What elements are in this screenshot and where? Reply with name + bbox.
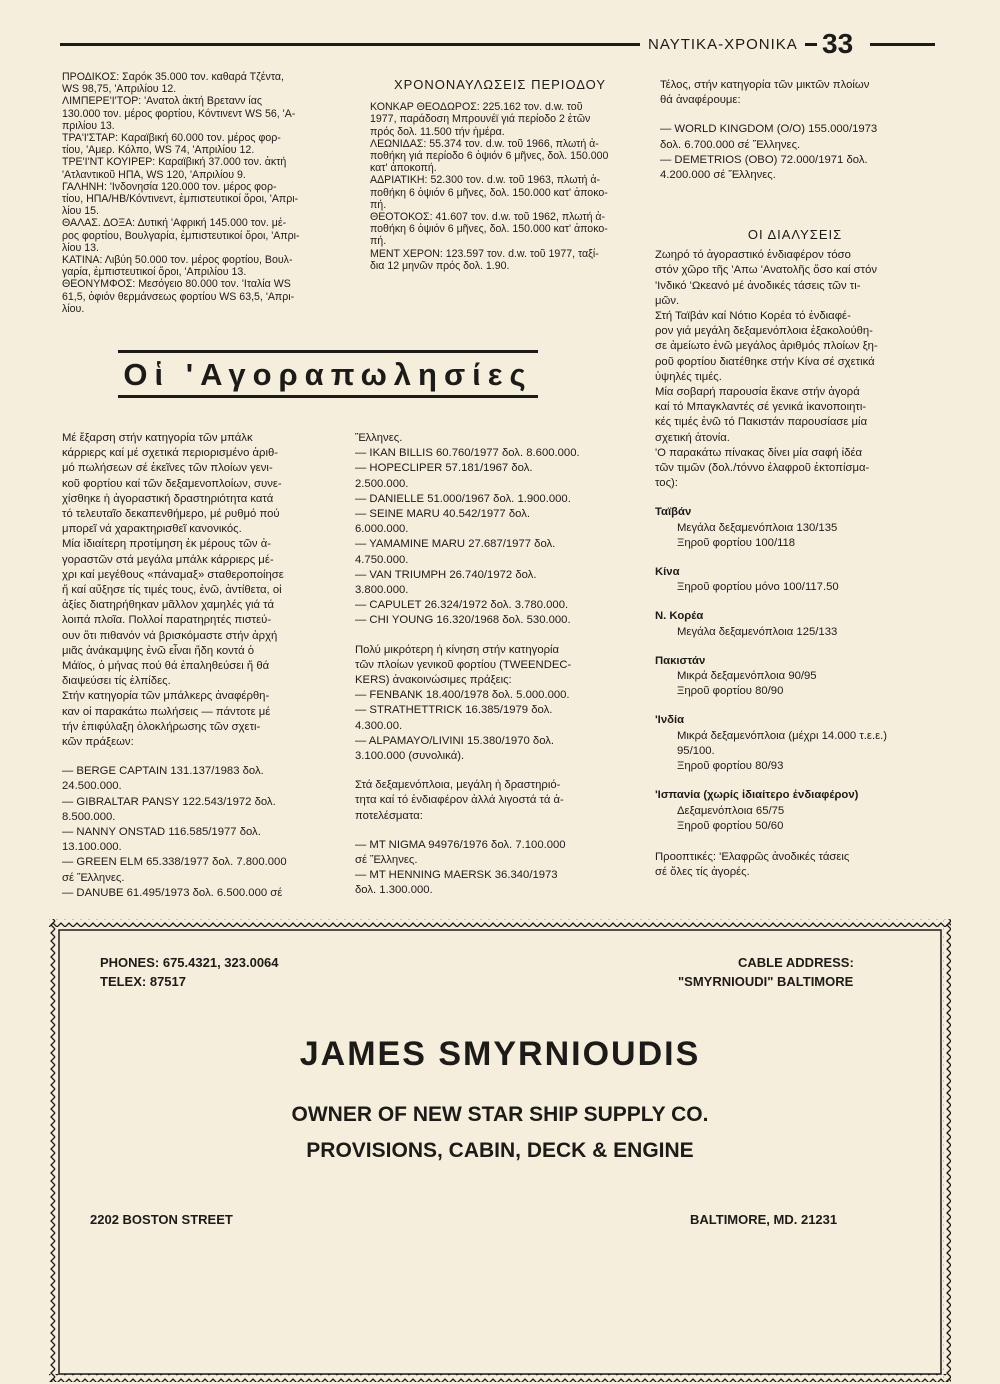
ad-company-name: JAMES SMYRNIOUDIS bbox=[299, 1035, 701, 1073]
text-line: ΚΑΤΙΝΑ: Λιβύη 50.000 τον. μέρος φορτίου, Βουλ- bbox=[62, 254, 293, 267]
text-line: λίου. bbox=[62, 302, 85, 315]
text-line: κατ' ἀποκοπή. bbox=[370, 162, 437, 175]
text-line: ουν ὅτι πιθανόν νά βρισκόμαστε στήν ἀρχή bbox=[62, 629, 278, 642]
text-line: 4.300.00. bbox=[355, 719, 403, 732]
price-region-name: Ταϊβάν bbox=[655, 506, 692, 519]
text-line: τῶν τιμῶν (δολ./τόννο ἐλαφροῦ ἐκτοπίσμα- bbox=[655, 462, 870, 475]
text-line: θά ἀναφέρουμε: bbox=[660, 94, 741, 107]
text-line: δια 12 μηνῶν πρός δολ. 1.90. bbox=[370, 259, 510, 272]
price-row: Μικρά δεξαμενόπλοια (μέχρι 14.000 τ.ε.ε.) bbox=[677, 729, 888, 742]
text-line: — DEMETRIOS (OBO) 72.000/1971 δολ. bbox=[660, 153, 868, 166]
price-region-name: Πακιστάν bbox=[655, 654, 706, 667]
text-line: τίου, 'Αμερ. Κόλπο, WS 74, 'Απριλίου 12. bbox=[62, 144, 255, 157]
text-line: Μάϊος, ὁ μήνας πού θά ἐπαληθεύσει ἤ θά bbox=[62, 660, 270, 673]
period-charters-heading: ΧΡΟΝΟΝΑΥΛΩΣΕΙΣ ΠΕΡΙΟΔΟΥ bbox=[393, 77, 607, 92]
sales-article-col2 bbox=[355, 431, 630, 899]
text-line bbox=[355, 764, 630, 778]
text-line: — DANIELLE 51.000/1967 δολ. 1.900.000. bbox=[355, 492, 571, 505]
price-row: Ξηροῦ φορτίου μόνο 100/117.50 bbox=[677, 581, 839, 594]
text-line: χρι καί μεγέθους «πάναμαξ» σταθεροποίησε bbox=[62, 568, 284, 581]
text-line: στόν χῶρο τῆς 'Απω 'Ανατολῆς ὅσο καί στόν bbox=[655, 264, 877, 277]
text-line: ποθήκη 6 ὀψιόν 6 μῆνες, δολ. 150.000 κατ' ἀποκο- bbox=[370, 223, 608, 236]
text-line: ποθήκη γιά περίοδο 6 ὀψιόν 6 μῆνες, δολ. 150.000 bbox=[370, 150, 609, 163]
text-line: — SEINE MARU 40.542/1977 δολ. bbox=[355, 508, 530, 521]
text-line: μό πωλήσεων σέ ἐκεῖνες τῶν πλοίων γενι- bbox=[62, 462, 273, 475]
text-line: 61,5, ὀφιόν θερμάνσεως φορτίου WS 63,5, 'Απρι- bbox=[62, 290, 295, 303]
text-line: πή. bbox=[370, 235, 387, 248]
period-charters-section bbox=[370, 79, 630, 272]
text-line: κές τιμές ἐνῶ τό Πακιστάν παρουσίασε μία bbox=[655, 416, 868, 429]
text-line: ρος φορτίου, Βουλγαρία, ἐμπιστευτικοί ὅροι, 'Απρι- bbox=[62, 229, 300, 242]
text-line: ΠΡΟΔΙΚΟΣ: Σαρόκ 35.000 τον. καθαρά Τζέντα, bbox=[62, 71, 284, 83]
ad-cable-address: "SMYRNIOUDI" BALTIMORE bbox=[678, 974, 854, 989]
text-line: KERS) ἀνακοινώσιμες πράξεις: bbox=[355, 674, 512, 687]
text-line: — VAN TRIUMPH 26.740/1972 δολ. bbox=[355, 568, 537, 581]
text-line: τος): bbox=[655, 477, 678, 490]
price-row: Ξηροῦ φορτίου 100/118 bbox=[677, 536, 796, 549]
text-line: 'Ινδικό 'Ωκεανό μέ ἀνοδικές τάσεις τῶν τι- bbox=[655, 279, 861, 292]
price-row: Μικρά δεξαμενόπλοια 90/95 bbox=[677, 670, 817, 683]
text-line: ΚΟΝΚΑΡ ΘΕΟΔΩΡΟΣ: 225.162 τον. d.w. τοῦ bbox=[370, 101, 583, 114]
text-line: 8.500.000. bbox=[62, 810, 116, 823]
price-region-name: 'Ινδία bbox=[655, 714, 685, 727]
text-line: ΛΙΜΠΕΡΕ'Ι'ΤΟΡ: 'Ανατολ ἀκτή Βρετανν ίας bbox=[62, 95, 262, 108]
price-region-name: 'Ισπανία (χωρίς ἰδιαίτερο ἐνδιαφέρον) bbox=[655, 789, 859, 802]
ad-telex: TELEX: 87517 bbox=[100, 974, 186, 989]
text-line: ΘΕΟΝΥΜΦΟΣ: Μεσόγειο 80.000 τον. 'Ιταλία WS bbox=[62, 278, 291, 291]
text-line: ΓΑΛΗΝΗ: 'Ινδονησία 120.000 τον. μέρος φορ- bbox=[62, 180, 277, 193]
ad-cable-label: CABLE ADDRESS: bbox=[738, 955, 854, 970]
text-line: 4.200.000 σέ Ἕλληνες. bbox=[660, 169, 776, 182]
text-line: ἤ καί αὔξησε τίς τιμές τους, ἐνῶ, ἀντίθετα, οἱ bbox=[62, 584, 282, 597]
text-line: ποτελέσματα: bbox=[355, 809, 423, 822]
text-line: γοραστῶν στά μεγάλα μπάλκ κάρριερς μέ- bbox=[62, 553, 274, 566]
text-line: ἀξίες διατηρήθηκαν μᾶλλον χαμηλές γιά τά bbox=[62, 599, 275, 612]
text-line: Στά δεξαμενόπλοια, μεγάλη ἡ δραστηριό- bbox=[355, 779, 561, 792]
price-row: Ξηροῦ φορτίου 50/60 bbox=[677, 819, 784, 832]
text-line: διαψεύσει τίς ἐλπίδες. bbox=[62, 675, 171, 688]
demolitions-intro bbox=[655, 248, 935, 491]
price-row: 95/100. bbox=[677, 744, 715, 757]
text-line: πή. bbox=[370, 198, 387, 211]
text-line: Μία σοβαρή παρουσία ἔκανε στήν ἀγορά bbox=[655, 386, 860, 399]
text-line: ποθήκη 6 ὀψιόν 6 μῆνες, δολ. 150.000 κατ' ἀποκο- bbox=[370, 186, 608, 199]
text-line: σέ Ἕλληνες. bbox=[355, 854, 418, 867]
text-line: λίου 13. bbox=[62, 241, 100, 254]
demolitions-section bbox=[655, 227, 935, 880]
text-line: Μία ἰδιαίτερη προτίμηση ἐκ μέρους τῶν ἀ- bbox=[62, 538, 271, 551]
ad-street-address: 2202 BOSTON STREET bbox=[90, 1212, 233, 1227]
text-line: — BERGE CAPTAIN 131.137/1983 δολ. bbox=[62, 765, 264, 778]
text-line: 6.000.000. bbox=[355, 523, 409, 536]
text-line: τίου, ΗΠΑ/ΗΒ/Κόντινεντ, ἐμπιστευτικοί ὅροι, 'Απρι- bbox=[62, 193, 299, 206]
text-line: 24.500.000. bbox=[62, 780, 122, 793]
text-line: 'Ατλαντικοῦ ΗΠΑ, WS 120, 'Απριλίου 9. bbox=[62, 168, 246, 181]
text-line: τῶν πλοίων γενικοῦ φορτίου (TWEENDEC- bbox=[355, 658, 572, 671]
text-line: — GIBRALTAR PANSY 122.543/1972 δολ. bbox=[62, 795, 276, 808]
text-line: ροῦ φορτίου διατέθηκε στήν Κίνα σέ σχετικά bbox=[655, 355, 875, 368]
text-line: μιᾶς ἀνάκαμψης ἐνῶ εἶναι ἤδη κοντά ὁ bbox=[62, 644, 255, 657]
text-line: σχετική ἀτονία. bbox=[655, 431, 730, 444]
price-region-name: Κίνα bbox=[655, 566, 680, 579]
magazine-title: ΝΑΥΤΙΚΑ-ΧΡΟΝΙΚΑ bbox=[648, 36, 798, 53]
text-line: 3.800.000. bbox=[355, 584, 409, 597]
price-table bbox=[655, 505, 935, 833]
text-line: 130.000 τον. μέρος φορτίου, Κόντινεντ WS 56, 'Α- bbox=[62, 107, 296, 120]
text-line: Τέλος, στήν κατηγορία τῶν μικτῶν πλοίων bbox=[660, 79, 870, 91]
text-line: 1977, παράδοση Μπρουνέϊ γιά περίοδο 2 ἐτῶν bbox=[370, 113, 591, 126]
text-line: — NANNY ONSTAD 116.585/1977 δολ. bbox=[62, 826, 261, 839]
header-rule-right bbox=[870, 43, 935, 46]
text-line: — CAPULET 26.324/1972 δολ. 3.780.000. bbox=[355, 599, 569, 612]
text-line: δολ. 1.300.000. bbox=[355, 884, 433, 897]
header-rule-left bbox=[60, 43, 640, 46]
text-line: ρον γιά μεγάλη δεξαμενόπλοια ἐξακολούθη- bbox=[655, 325, 873, 338]
text-line: σέ Ἕλληνες. bbox=[62, 871, 125, 884]
text-line: σε ἀμείωτο ἐνῶ μεγάλος ἀριθμός πλοίων ξη- bbox=[655, 340, 878, 353]
advertisement bbox=[49, 913, 951, 1384]
text-line bbox=[355, 824, 630, 838]
text-line: λοιπά πλοῖα. Πολλοί παρατηρητές πιστεύ- bbox=[62, 614, 272, 627]
text-line: WS 98,75, 'Απριλίου 12. bbox=[62, 83, 177, 96]
text-line: κῶν πράξεων: bbox=[62, 736, 134, 749]
text-line: Προοπτικές: 'Ελαφρῶς ἀνοδικές τάσεις bbox=[655, 850, 850, 863]
charter-list bbox=[62, 71, 344, 315]
text-line: καν οἱ παρακάτω πωλήσεις — πάντοτε μέ bbox=[62, 705, 271, 718]
text-line: 3.100.000 (συνολικά). bbox=[355, 750, 465, 763]
text-line: Μέ ἔξαρση στήν κατηγορία τῶν μπάλκ bbox=[62, 432, 253, 444]
text-line: κάρριερς καί μέ σχετικά περιορισμένο ἀριθ- bbox=[62, 447, 278, 460]
header-rule-mid bbox=[805, 43, 817, 46]
price-region-name: Ν. Κορέα bbox=[655, 610, 704, 623]
text-line: Στή Ταϊβάν καί Νότιο Κορέα τό ἐνδιαφέ- bbox=[655, 310, 851, 323]
ad-city: BALTIMORE, MD. 21231 bbox=[690, 1212, 838, 1227]
text-line: — DANUBE 61.495/1973 δολ. 6.500.000 σέ bbox=[62, 886, 283, 899]
text-line: χίσθηκε ἡ ἀγοραστική δραστηριότητα κατά bbox=[62, 492, 274, 505]
text-line: — MT HENNING MAERSK 36.340/1973 bbox=[355, 869, 558, 882]
ad-phones: PHONES: 675.4321, 323.0064 bbox=[100, 955, 279, 970]
text-line: — STRATHETTRICK 16.385/1979 δολ. bbox=[355, 704, 553, 717]
text-line: 13.100.000. bbox=[62, 841, 122, 854]
text-line: ΜΕΝΤ ΧΕΡΟΝ: 123.597 τον. d.w. τοῦ 1977, ταξί- bbox=[370, 247, 599, 260]
text-line: — WORLD KINGDOM (O/O) 155.000/1973 bbox=[660, 123, 878, 136]
demolitions-outlook bbox=[655, 850, 935, 880]
text-line: ὑψηλές τιμές. bbox=[655, 370, 722, 383]
sales-article-col1 bbox=[62, 431, 332, 901]
text-line: 'Ο παρακάτω πίνακας δίνει μία σαφή ἰδέα bbox=[655, 446, 863, 459]
price-row: Ξηροῦ φορτίου 80/93 bbox=[677, 760, 784, 773]
text-line: κοῦ φορτίου καί τῶν δεξαμενοπλοίων, συνε- bbox=[62, 477, 282, 490]
text-line: — CHI YOUNG 16.320/1968 δολ. 530.000. bbox=[355, 614, 571, 627]
text-line: λίου 15. bbox=[62, 205, 100, 218]
text-line: 4.750.000. bbox=[355, 553, 409, 566]
period-charters-list bbox=[370, 101, 630, 272]
text-line: ΛΕΩΝΙΔΑΣ: 55.374 τον. d.w. τοῦ 1966, πλωτή ἀ- bbox=[370, 137, 599, 150]
text-line: ΤΡΕ'Ι'ΝΤ ΚΟΥΙΡΕΡ: Καραϊβική 37.000 τον. ἀκτή bbox=[62, 156, 287, 169]
text-line bbox=[660, 108, 932, 122]
text-line: τητα καί τό ἐνδιαφέρον ἀλλά λιγοστά τά ἀ- bbox=[355, 794, 564, 807]
text-line: 2.500.000. bbox=[355, 477, 409, 490]
text-line: καί τό Μπαγκλαντές σέ γενικά ἱκανοποιητι- bbox=[655, 401, 867, 414]
text-line: σέ ὅλες τίς ἀγορές. bbox=[655, 866, 750, 879]
text-line: — GREEN ELM 65.338/1977 δολ. 7.800.000 bbox=[62, 856, 287, 869]
ad-services-line: PROVISIONS, CABIN, DECK & ENGINE bbox=[306, 1139, 694, 1162]
text-line: Πολύ μικρότερη ἡ κίνηση στήν κατηγορία bbox=[355, 643, 560, 656]
page-number: 33 bbox=[822, 28, 854, 59]
text-line: — FENBANK 18.400/1978 δολ. 5.000.000. bbox=[355, 689, 570, 702]
text-line: γαρία, ἐμπιστευτικοί ὅροι, 'Απριλίου 13. bbox=[62, 266, 247, 279]
text-line: τήν ἐπιφύλαξη ὁλοκλήρωσης τῶν σχετι- bbox=[62, 720, 261, 733]
mixed-ships-list bbox=[660, 78, 932, 183]
text-line: πριλίου 13. bbox=[62, 119, 115, 132]
demolitions-heading: ΟΙ ΔΙΑΛΥΣΕΙΣ bbox=[747, 227, 843, 242]
text-line bbox=[62, 750, 332, 764]
text-line: μπορεῖ νά χαρακτηρισθεῖ κανονικός. bbox=[62, 523, 242, 536]
text-line: Ζωηρό τό ἀγοραστικό ἐνδιαφέρον τόσο bbox=[655, 249, 851, 262]
text-line: ΘΑΛΑΣ. ΔΟΞΑ: Δυτική 'Αφρική 145.000 τον. μέ- bbox=[62, 217, 287, 230]
text-line: τό τελευταῖο δεκαπενθήμερο, μέ ρυθμό πού bbox=[62, 508, 280, 521]
price-row: Μεγάλα δεξαμενόπλοια 125/133 bbox=[677, 625, 838, 638]
text-line: Στήν κατηγορία τῶν μπάλκερς ἀναφέρθη- bbox=[62, 690, 270, 703]
text-line: ΘΕΟΤΟΚΟΣ: 41.607 τον. d.w. τοῦ 1962, πλωτή ἀ- bbox=[370, 211, 606, 224]
text-line bbox=[355, 629, 630, 643]
text-line: Ἕλληνες. bbox=[355, 432, 403, 444]
price-row: Ξηροῦ φορτίου 80/90 bbox=[677, 685, 784, 698]
text-line: — ALPAMAYO/LIVINI 15.380/1970 δολ. bbox=[355, 734, 555, 747]
text-line: — IKAN BILLIS 60.760/1977 δολ. 8.600.000. bbox=[355, 447, 580, 460]
text-line: ΑΔΡΙΑΤΙΚΗ: 52.300 τον. d.w. τοῦ 1963, πλωτή ἀ- bbox=[370, 174, 601, 187]
text-line: ΤΡΑ'Ι'ΣΤΑΡ: Καραϊβική 60.000 τον. μέρος φορ- bbox=[62, 132, 281, 145]
text-line: — YAMAMINE MARU 27.687/1977 δολ. bbox=[355, 538, 556, 551]
text-line: πρός δολ. 11.500 τήν ἡμέρα. bbox=[370, 125, 505, 138]
price-row: Δεξαμενόπλοια 65/75 bbox=[677, 804, 785, 817]
sales-title: Οἱ 'Αγοραπωλησίες bbox=[118, 350, 538, 398]
price-row: Μεγάλα δεξαμενόπλοια 130/135 bbox=[677, 521, 838, 534]
text-line: — HOPECLIPER 57.181/1967 δολ. bbox=[355, 462, 533, 475]
text-line: — MT NIGMA 94976/1976 δολ. 7.100.000 bbox=[355, 838, 566, 851]
text-line: μῶν. bbox=[655, 294, 680, 307]
text-line: δολ. 6.700.000 σέ Ἕλληνες. bbox=[660, 138, 801, 151]
ad-owner-line: OWNER OF NEW STAR SHIP SUPPLY CO. bbox=[291, 1103, 709, 1126]
